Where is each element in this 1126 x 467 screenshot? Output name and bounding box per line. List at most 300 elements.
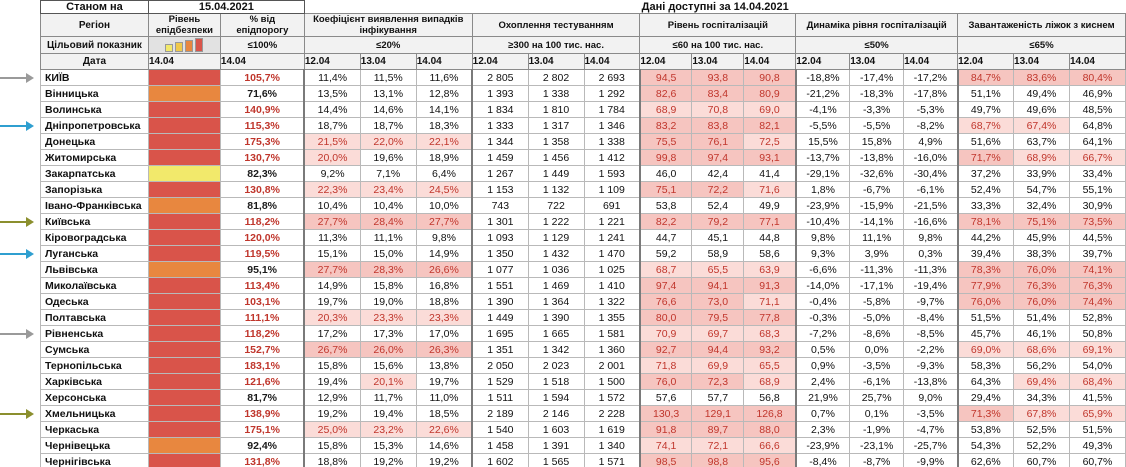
hospitalization-dynamics: -17,2% <box>904 70 958 86</box>
as-of-label: Станом на <box>40 1 148 14</box>
hospitalization-rate: 79,2 <box>692 214 744 230</box>
hospitalization-rate: 42,4 <box>692 166 744 182</box>
hospitalization-dynamics: -9,7% <box>904 294 958 310</box>
hospitalization-dynamics: -23,9% <box>796 438 850 454</box>
date-label: Дата <box>40 54 148 70</box>
hospitalization-rate: 46,0 <box>640 166 692 182</box>
hospitalization-rate: 94,1 <box>692 278 744 294</box>
table-row <box>0 182 1126 198</box>
epi-level-swatch <box>148 294 220 310</box>
hospitalization-rate: 77,1 <box>744 214 796 230</box>
hospitalization-rate: 88,0 <box>744 422 796 438</box>
hospitalization-rate: 69,0 <box>744 102 796 118</box>
testing-coverage: 1 391 <box>528 438 584 454</box>
spacer <box>0 1 40 14</box>
oxygen-bed-occupancy: 68,4% <box>1069 374 1125 390</box>
row-arrow-slot <box>0 294 40 310</box>
testing-coverage: 2 228 <box>584 406 640 422</box>
detection-rate: 26,6% <box>416 262 472 278</box>
testing-coverage: 1 571 <box>584 454 640 467</box>
hospitalization-rate: 83,2 <box>640 118 692 134</box>
testing-coverage: 1 834 <box>472 102 528 118</box>
hospitalization-rate: 79,5 <box>692 310 744 326</box>
hospitalization-rate: 82,6 <box>640 86 692 102</box>
row-arrow-slot <box>0 454 40 467</box>
arrow-icon <box>0 217 38 227</box>
hospitalization-rate: 69,9 <box>692 358 744 374</box>
region-name: Миколаївська <box>40 278 148 294</box>
hospitalization-dynamics: -8,5% <box>904 326 958 342</box>
testing-coverage: 1 350 <box>472 246 528 262</box>
region-name: Луганська <box>40 246 148 262</box>
hospitalization-rate: 70,8 <box>692 102 744 118</box>
epi-level-swatch <box>148 182 220 198</box>
hospitalization-rate: 59,2 <box>640 246 692 262</box>
hospitalization-rate: 72,3 <box>692 374 744 390</box>
row-pointer-arrow <box>0 406 40 422</box>
spacer <box>0 54 40 70</box>
oxygen-bed-occupancy: 52,8% <box>1069 310 1125 326</box>
detection-rate: 11,6% <box>416 70 472 86</box>
detection-rate: 15,8% <box>304 358 360 374</box>
hospitalization-rate: 58,9 <box>692 246 744 262</box>
group-title-detect: Коефіцієнт виявлення випадків інфікування <box>304 14 472 37</box>
epi-level-swatch <box>148 310 220 326</box>
hospitalization-rate: 93,2 <box>744 342 796 358</box>
hospitalization-dynamics: -0,3% <box>796 310 850 326</box>
detection-rate: 11,5% <box>360 70 416 86</box>
oxygen-bed-occupancy: 66,7% <box>1069 150 1125 166</box>
testing-coverage: 2 802 <box>528 70 584 86</box>
detection-rate: 19,4% <box>304 374 360 390</box>
detection-rate: 17,0% <box>416 326 472 342</box>
oxygen-bed-occupancy: 54,3% <box>958 438 1014 454</box>
oxygen-bed-occupancy: 69,1% <box>1069 342 1125 358</box>
row-arrow-slot <box>0 166 40 182</box>
hospitalization-rate: 71,6 <box>744 182 796 198</box>
detection-rate: 9,8% <box>416 230 472 246</box>
table-row <box>0 150 1126 166</box>
detection-rate: 15,8% <box>304 438 360 454</box>
oxygen-bed-occupancy: 60,7% <box>1069 454 1125 467</box>
region-name: Кіровоградська <box>40 230 148 246</box>
oxygen-bed-occupancy: 60,7% <box>1014 454 1070 467</box>
oxygen-bed-occupancy: 54,7% <box>1014 182 1070 198</box>
detection-rate: 11,3% <box>304 230 360 246</box>
testing-coverage: 1 572 <box>584 390 640 406</box>
testing-coverage: 1 529 <box>472 374 528 390</box>
detection-rate: 22,1% <box>416 134 472 150</box>
epi-level-swatch <box>148 390 220 406</box>
region-name: Львівська <box>40 262 148 278</box>
testing-coverage: 1 346 <box>584 118 640 134</box>
table-row <box>0 326 1126 342</box>
threshold-percent: 131,8% <box>220 454 304 467</box>
group-title-thresh: % від епідпорогу <box>220 14 304 37</box>
oxygen-bed-occupancy: 51,5% <box>958 310 1014 326</box>
testing-coverage: 1 390 <box>528 310 584 326</box>
spacer <box>0 14 40 37</box>
oxygen-bed-occupancy: 51,6% <box>958 134 1014 150</box>
testing-coverage: 1 093 <box>472 230 528 246</box>
epi-level-swatch <box>148 150 220 166</box>
hospitalization-dynamics: -13,8% <box>850 150 904 166</box>
testing-coverage: 1 267 <box>472 166 528 182</box>
hospitalization-dynamics: 25,7% <box>850 390 904 406</box>
hospitalization-dynamics: 3,9% <box>850 246 904 262</box>
threshold-percent: 113,4% <box>220 278 304 294</box>
detection-rate: 22,0% <box>360 134 416 150</box>
oxygen-bed-occupancy: 64,8% <box>1069 118 1125 134</box>
detection-rate: 20,0% <box>304 150 360 166</box>
threshold-percent: 81,8% <box>220 198 304 214</box>
hospitalization-dynamics: -5,5% <box>796 118 850 134</box>
oxygen-bed-occupancy: 33,4% <box>1069 166 1125 182</box>
table-row <box>0 102 1126 118</box>
table-row <box>0 246 1126 262</box>
oxygen-bed-occupancy: 76,0% <box>1014 262 1070 278</box>
region-name: Тернопільська <box>40 358 148 374</box>
table-row <box>0 230 1126 246</box>
oxygen-bed-occupancy: 30,9% <box>1069 198 1125 214</box>
oxygen-bed-occupancy: 69,4% <box>1014 374 1070 390</box>
hospitalization-dynamics: -5,8% <box>850 294 904 310</box>
hospitalization-dynamics: -6,6% <box>796 262 850 278</box>
epi-level-swatch <box>148 86 220 102</box>
testing-coverage: 1 459 <box>472 150 528 166</box>
hospitalization-rate: 77,8 <box>744 310 796 326</box>
hospitalization-dynamics: 11,1% <box>850 230 904 246</box>
date-detect-2: 14.04 <box>416 54 472 70</box>
hospitalization-rate: 82,2 <box>640 214 692 230</box>
detection-rate: 17,2% <box>304 326 360 342</box>
detection-rate: 19,0% <box>360 294 416 310</box>
testing-coverage: 1 292 <box>584 86 640 102</box>
row-arrow-slot <box>0 342 40 358</box>
hospitalization-rate: 65,5 <box>744 358 796 374</box>
oxygen-bed-occupancy: 34,3% <box>1014 390 1070 406</box>
hospitalization-dynamics: 9,3% <box>796 246 850 262</box>
date-detect-0: 12.04 <box>304 54 360 70</box>
target-dyn: ≤50% <box>796 37 958 54</box>
table-row <box>0 310 1126 326</box>
detection-rate: 15,0% <box>360 246 416 262</box>
detection-rate: 15,6% <box>360 358 416 374</box>
testing-coverage: 1 412 <box>584 150 640 166</box>
detection-rate: 11,0% <box>416 390 472 406</box>
testing-coverage: 1 322 <box>584 294 640 310</box>
hospitalization-rate: 52,4 <box>692 198 744 214</box>
oxygen-bed-occupancy: 54,0% <box>1069 358 1125 374</box>
testing-coverage: 1 132 <box>528 182 584 198</box>
hospitalization-rate: 130,3 <box>640 406 692 422</box>
detection-rate: 11,4% <box>304 70 360 86</box>
arrow-icon <box>0 121 38 131</box>
region-name: Чернігівська <box>40 454 148 467</box>
hospitalization-dynamics: -10,4% <box>796 214 850 230</box>
hospitalization-dynamics: -21,2% <box>796 86 850 102</box>
oxygen-bed-occupancy: 52,2% <box>1014 438 1070 454</box>
date-beds-1: 13.04 <box>1014 54 1070 70</box>
testing-coverage: 1 432 <box>528 246 584 262</box>
oxygen-bed-occupancy: 37,2% <box>958 166 1014 182</box>
hospitalization-rate: 44,7 <box>640 230 692 246</box>
hospitalization-dynamics: -5,5% <box>850 118 904 134</box>
hospitalization-dynamics: -8,7% <box>850 454 904 467</box>
region-name: Київська <box>40 214 148 230</box>
date-dyn-1: 13.04 <box>850 54 904 70</box>
hospitalization-dynamics: 9,0% <box>904 390 958 406</box>
epi-level-swatch <box>148 198 220 214</box>
epi-level-swatch <box>148 326 220 342</box>
detection-rate: 18,3% <box>416 118 472 134</box>
hospitalization-rate: 72,1 <box>692 438 744 454</box>
threshold-percent: 175,3% <box>220 134 304 150</box>
hospitalization-dynamics: -14,1% <box>850 214 904 230</box>
oxygen-bed-occupancy: 56,2% <box>1014 358 1070 374</box>
detection-rate: 18,8% <box>304 454 360 467</box>
hospitalization-dynamics: -18,3% <box>850 86 904 102</box>
oxygen-bed-occupancy: 76,3% <box>1014 278 1070 294</box>
detection-rate: 28,4% <box>360 214 416 230</box>
hospitalization-rate: 70,9 <box>640 326 692 342</box>
region-name: Запорізька <box>40 182 148 198</box>
date-thresh-0: 14.04 <box>220 54 304 70</box>
hospitalization-dynamics: 0,0% <box>850 342 904 358</box>
oxygen-bed-occupancy: 51,1% <box>958 86 1014 102</box>
testing-coverage: 1 518 <box>528 374 584 390</box>
region-name: Донецька <box>40 134 148 150</box>
arrow-icon <box>0 329 38 339</box>
row-arrow-slot <box>0 374 40 390</box>
hospitalization-rate: 83,8 <box>692 118 744 134</box>
oxygen-bed-occupancy: 68,6% <box>1014 342 1070 358</box>
hospitalization-rate: 71,8 <box>640 358 692 374</box>
hospitalization-dynamics: -13,7% <box>796 150 850 166</box>
detection-rate: 10,4% <box>304 198 360 214</box>
hospitalization-rate: 57,7 <box>692 390 744 406</box>
threshold-percent: 95,1% <box>220 262 304 278</box>
testing-coverage: 722 <box>528 198 584 214</box>
threshold-percent: 183,1% <box>220 358 304 374</box>
date-beds-2: 14.04 <box>1069 54 1125 70</box>
hospitalization-rate: 92,7 <box>640 342 692 358</box>
detection-rate: 18,8% <box>416 294 472 310</box>
hospitalization-dynamics: -23,9% <box>796 198 850 214</box>
region-name: Дніпропетровська <box>40 118 148 134</box>
testing-coverage: 1 469 <box>528 278 584 294</box>
hospitalization-rate: 93,1 <box>744 150 796 166</box>
oxygen-bed-occupancy: 51,5% <box>1069 422 1125 438</box>
hospitalization-dynamics: -16,0% <box>904 150 958 166</box>
row-pointer-arrow <box>0 118 40 134</box>
testing-coverage: 1 449 <box>528 166 584 182</box>
group-title-epi: Рівень епідбезпеки <box>148 14 220 37</box>
hospitalization-dynamics: -18,8% <box>796 70 850 86</box>
oxygen-bed-occupancy: 71,3% <box>958 406 1014 422</box>
detection-rate: 28,3% <box>360 262 416 278</box>
legend-swatch-3 <box>195 38 203 52</box>
hospitalization-rate: 76,1 <box>692 134 744 150</box>
hospitalization-rate: 72,5 <box>744 134 796 150</box>
date-epi-0: 14.04 <box>148 54 220 70</box>
hospitalization-dynamics: -17,8% <box>904 86 958 102</box>
hospitalization-rate: 98,5 <box>640 454 692 467</box>
threshold-percent: 105,7% <box>220 70 304 86</box>
oxygen-bed-occupancy: 74,4% <box>1069 294 1125 310</box>
hospitalization-rate: 95,6 <box>744 454 796 467</box>
row-arrow-slot <box>0 150 40 166</box>
oxygen-bed-occupancy: 80,4% <box>1069 70 1125 86</box>
oxygen-bed-occupancy: 64,3% <box>958 374 1014 390</box>
oxygen-bed-occupancy: 73,5% <box>1069 214 1125 230</box>
date-beds-0: 12.04 <box>958 54 1014 70</box>
epi-level-swatch <box>148 166 220 182</box>
hospitalization-rate: 91,8 <box>640 422 692 438</box>
region-name: Вінницька <box>40 86 148 102</box>
threshold-percent: 152,7% <box>220 342 304 358</box>
detection-rate: 12,8% <box>416 86 472 102</box>
hospitalization-rate: 75,5 <box>640 134 692 150</box>
group-title-testing: Охоплення тестуванням <box>472 14 640 37</box>
testing-coverage: 1 581 <box>584 326 640 342</box>
detection-rate: 27,7% <box>304 262 360 278</box>
hospitalization-dynamics: -2,2% <box>904 342 958 358</box>
region-name: Волинська <box>40 102 148 118</box>
testing-coverage: 1 077 <box>472 262 528 278</box>
table-row <box>0 278 1126 294</box>
col-header-region: Регіон <box>40 14 148 37</box>
threshold-percent: 175,1% <box>220 422 304 438</box>
table-row <box>0 86 1126 102</box>
table-row <box>0 374 1126 390</box>
oxygen-bed-occupancy: 74,1% <box>1069 262 1125 278</box>
testing-coverage: 1 456 <box>528 150 584 166</box>
hospitalization-dynamics: 9,8% <box>796 230 850 246</box>
testing-coverage: 1 458 <box>472 438 528 454</box>
row-arrow-slot <box>0 310 40 326</box>
detection-rate: 14,6% <box>360 102 416 118</box>
detection-rate: 19,4% <box>360 406 416 422</box>
detection-rate: 22,3% <box>304 182 360 198</box>
region-name: Херсонська <box>40 390 148 406</box>
testing-coverage: 1 364 <box>528 294 584 310</box>
oxygen-bed-occupancy: 39,7% <box>1069 246 1125 262</box>
epi-level-swatch <box>148 134 220 150</box>
detection-rate: 19,7% <box>304 294 360 310</box>
detection-rate: 23,3% <box>360 310 416 326</box>
target-beds: ≤65% <box>958 37 1126 54</box>
testing-coverage: 1 500 <box>584 374 640 390</box>
legend-swatch-group <box>149 39 220 52</box>
arrow-icon <box>0 409 38 419</box>
region-name: Івано-Франківська <box>40 198 148 214</box>
detection-rate: 19,2% <box>416 454 472 467</box>
oxygen-bed-occupancy: 45,7% <box>958 326 1014 342</box>
as-of-date: 15.04.2021 <box>148 1 304 14</box>
hospitalization-dynamics: -9,9% <box>904 454 958 467</box>
detection-rate: 14,1% <box>416 102 472 118</box>
group-title-beds: Завантаженість ліжок з киснем <box>958 14 1126 37</box>
row-pointer-arrow <box>0 326 40 342</box>
testing-coverage: 1 344 <box>472 134 528 150</box>
hospitalization-dynamics: -19,4% <box>904 278 958 294</box>
threshold-percent: 115,3% <box>220 118 304 134</box>
detection-rate: 19,2% <box>360 454 416 467</box>
region-name: Хмельницька <box>40 406 148 422</box>
date-hosp-1: 13.04 <box>692 54 744 70</box>
detection-rate: 14,6% <box>416 438 472 454</box>
hospitalization-dynamics: 1,8% <box>796 182 850 198</box>
hospitalization-dynamics: -8,2% <box>904 118 958 134</box>
oxygen-bed-occupancy: 50,8% <box>1069 326 1125 342</box>
detection-rate: 19,7% <box>416 374 472 390</box>
epi-level-swatch <box>148 438 220 454</box>
threshold-percent: 120,0% <box>220 230 304 246</box>
testing-coverage: 1 593 <box>584 166 640 182</box>
threshold-percent: 119,5% <box>220 246 304 262</box>
oxygen-bed-occupancy: 63,7% <box>1014 134 1070 150</box>
row-pointer-arrow <box>0 214 40 230</box>
hospitalization-dynamics: 0,1% <box>850 406 904 422</box>
group-title-row <box>0 14 1126 37</box>
oxygen-bed-occupancy: 68,9% <box>1014 150 1070 166</box>
detection-rate: 13,5% <box>304 86 360 102</box>
testing-coverage: 2 189 <box>472 406 528 422</box>
date-testing-0: 12.04 <box>472 54 528 70</box>
oxygen-bed-occupancy: 44,2% <box>958 230 1014 246</box>
arrow-icon <box>0 73 38 83</box>
oxygen-bed-occupancy: 52,4% <box>958 182 1014 198</box>
threshold-percent: 92,4% <box>220 438 304 454</box>
oxygen-bed-occupancy: 49,7% <box>958 102 1014 118</box>
detection-rate: 18,5% <box>416 406 472 422</box>
hospitalization-rate: 68,9 <box>640 102 692 118</box>
hospitalization-rate: 75,1 <box>640 182 692 198</box>
hospitalization-rate: 73,0 <box>692 294 744 310</box>
arrow-icon <box>0 249 38 259</box>
hospitalization-rate: 83,4 <box>692 86 744 102</box>
oxygen-bed-occupancy: 76,0% <box>958 294 1014 310</box>
table-row <box>0 422 1126 438</box>
group-title-dyn: Динаміка рівня госпіталізацій <box>796 14 958 37</box>
testing-coverage: 1 393 <box>472 86 528 102</box>
date-dyn-2: 14.04 <box>904 54 958 70</box>
testing-coverage: 1 025 <box>584 262 640 278</box>
date-testing-2: 14.04 <box>584 54 640 70</box>
detection-rate: 21,5% <box>304 134 360 150</box>
legend-swatch-0 <box>165 44 173 52</box>
detection-rate: 7,1% <box>360 166 416 182</box>
row-arrow-slot <box>0 102 40 118</box>
hospitalization-dynamics: -8,4% <box>904 310 958 326</box>
data-available-label: Дані доступні за 14.04.2021 <box>304 1 1125 14</box>
detection-rate: 14,4% <box>304 102 360 118</box>
testing-coverage: 1 301 <box>472 214 528 230</box>
hospitalization-dynamics: -23,1% <box>850 438 904 454</box>
hospitalization-dynamics: -5,3% <box>904 102 958 118</box>
oxygen-bed-occupancy: 46,1% <box>1014 326 1070 342</box>
oxygen-bed-occupancy: 62,6% <box>958 454 1014 467</box>
oxygen-bed-occupancy: 39,4% <box>958 246 1014 262</box>
hospitalization-rate: 76,0 <box>640 374 692 390</box>
detection-rate: 14,9% <box>304 278 360 294</box>
testing-coverage: 1 342 <box>528 342 584 358</box>
testing-coverage: 1 449 <box>472 310 528 326</box>
hospitalization-dynamics: 0,3% <box>904 246 958 262</box>
testing-coverage: 1 153 <box>472 182 528 198</box>
epi-level-swatch <box>148 422 220 438</box>
